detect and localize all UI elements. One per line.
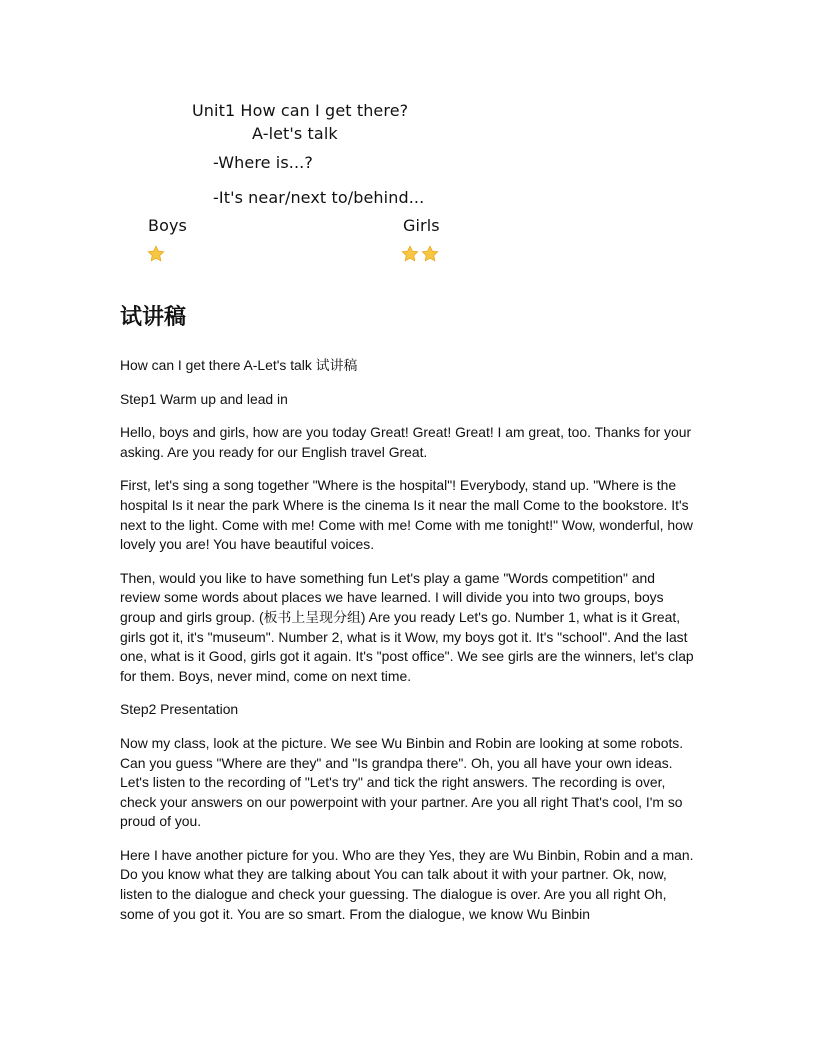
paragraph-game: Then, would you like to have something fun Let's play a game "Words competition" and review some words about places we have learned. I will divide you into two groups, boys group and girls group. (板书上呈现分组) Are you ready Let's go. Number 1, what is it Great, girls got it, it's "museum". Number 2, what is it Wow, my boys got it. It's "school". And the last one, what is it Good, girls got it again. It's "post office". We see girls are the winners, let's clap for them. Boys, never mind, come on next time. (120, 569, 694, 684)
board-answer: -It's near/next to/behind... (213, 188, 425, 207)
board-question: -Where is...? (213, 153, 313, 172)
paragraph-picture-one: Now my class, look at the picture. We see Wu Binbin and Robin are looking at some robots. Can you guess "Where are they" and "Is grandpa there". Oh, you all have your own ideas. Let's listen to the recording of "Let's try" and tick the right answers. The recording is over, check your answers on our powerpoint with your partner. Are you all right That's cool, I'm so proud of you. (120, 734, 684, 830)
star-icon (147, 245, 165, 263)
paragraph-song: First, let's sing a song together "Where is the hospital"! Everybody, stand up. "Where is the hospital Is it near the park Where is the cinema Is it near the mall Come to the bookstore. It's next to the light. Come with me! Come with me! Come with me tonight!" Wow, wonderful, how lovely you are! You have beautiful voices. (120, 477, 693, 553)
paragraph-picture-two: Here I have another picture for you. Who are they Yes, they are Wu Binbin, Robin and a man. Do you know what they are talking about You can talk about it with your partner. Ok, now, listen to the dialogue and check your guessing. The dialogue is over. Are you all right Oh, some of you got it. You are so smart. From the dialogue, we know Wu Binbin (120, 846, 694, 922)
blackboard-design (0, 0, 816, 280)
star-icon (421, 245, 439, 263)
star-icon (401, 245, 419, 263)
board-subtitle: A-let's talk (252, 124, 338, 143)
section-heading: 试讲稿 (120, 304, 187, 330)
paragraph-step2-heading: Step2 Presentation (120, 701, 239, 718)
board-title: Unit1 How can I get there? (192, 101, 409, 120)
paragraph-greeting: Hello, boys and girls, how are you today Great! Great! Great! I am great, too. Thanks for your asking. Are you ready for our English travel Great. (120, 424, 692, 460)
paragraph-step1-heading: Step1 Warm up and lead in (120, 390, 288, 407)
lecture-script-body (120, 356, 698, 938)
paragraph-title-line: How can I get there A-Let's talk 试讲稿 (120, 357, 358, 373)
boys-group-label: Boys (148, 216, 187, 235)
girls-group-label: Girls (403, 216, 440, 235)
